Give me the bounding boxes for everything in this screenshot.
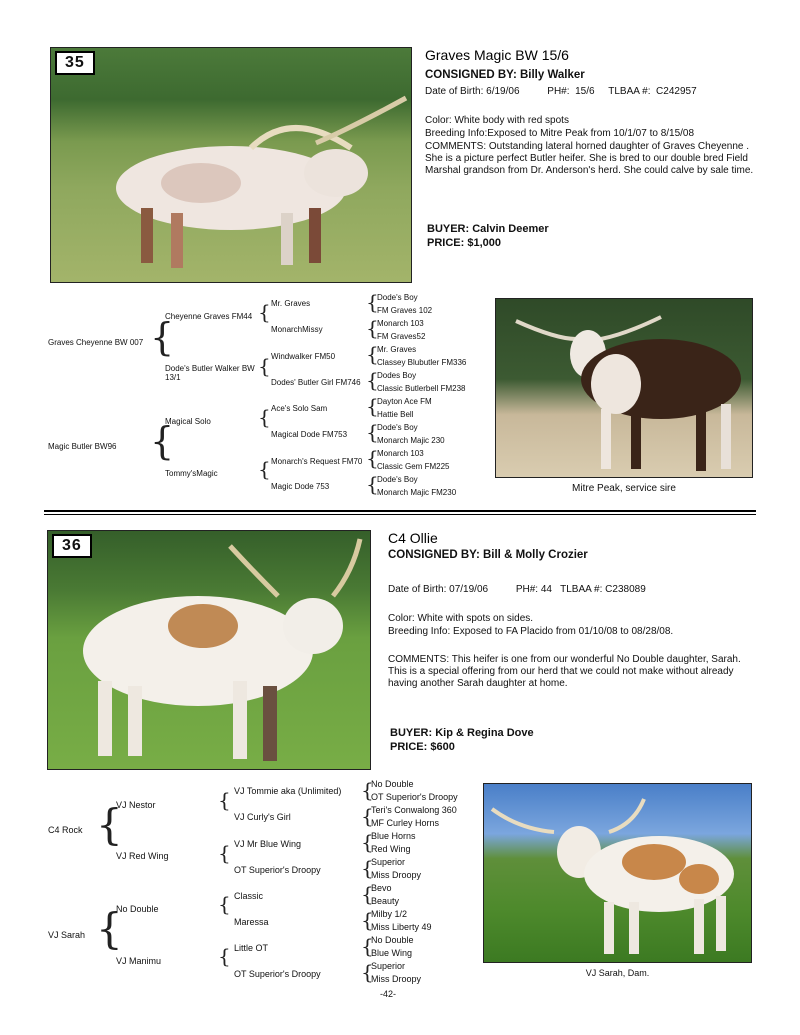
lot35-sire-photo: [495, 298, 753, 478]
lot36-buyer: BUYER: Kip & Regina Dove: [390, 727, 534, 739]
lot35-ped-g4: FM Graves 102: [377, 306, 433, 315]
lot36-ped-g3: OT Superior's Droopy: [234, 969, 321, 979]
brace: {: [366, 446, 379, 470]
lot35-title: Graves Magic BW 15/6: [425, 47, 569, 63]
lot35-cow-photo: [50, 47, 412, 283]
lot35-ped-g3: MonarchMissy: [271, 325, 323, 334]
lot36-ped-g4: Milby 1/2: [371, 909, 408, 919]
lot36-ped-g3: VJ Curly's Girl: [234, 812, 291, 822]
lot36-ped-g2: VJ Red Wing: [116, 851, 169, 861]
brace: {: [258, 354, 271, 378]
lot36-breeding: Breeding Info: Exposed to FA Placido from 01/10/08 to 08/28/08.: [388, 626, 674, 637]
lot35-ped-g4: Monarch 103: [377, 449, 424, 458]
brace: {: [366, 316, 379, 340]
brace: {: [361, 778, 374, 802]
lot35-color: Color: White body with red spots: [425, 115, 569, 126]
brace: {: [366, 342, 379, 366]
brace: {: [366, 472, 379, 496]
lot35-ped-g2: Dode's Butler Walker BW 13/1: [165, 364, 255, 382]
lot35-ped-g3: Dodes' Butler Girl FM746: [271, 378, 361, 387]
lot36-color: Color: White with spots on sides.: [388, 613, 534, 624]
lot36-ped-dam: VJ Sarah: [48, 930, 86, 940]
brace: {: [361, 882, 374, 906]
lot36-ped-g4: Teri's Conwalong 360: [371, 805, 457, 815]
brace: {: [366, 420, 379, 444]
section-divider: [44, 510, 756, 512]
lot35-ped-g3: Windwalker FM50: [271, 352, 336, 361]
section-divider: [44, 514, 756, 515]
lot36-price: PRICE: $600: [390, 741, 455, 753]
brace: {: [361, 856, 374, 880]
lot36-ped-g4: No Double: [371, 779, 414, 789]
lot35-ped-g4: Monarch 103: [377, 319, 424, 328]
dam-illustration: [484, 784, 752, 963]
lot36-ped-g3: OT Superior's Droopy: [234, 865, 321, 875]
lot36-ped-g4: MF Curley Horns: [371, 818, 440, 828]
lot36-ped-g4: Superior: [371, 961, 406, 971]
lot35-ped-g4: Hattie Bell: [377, 410, 414, 419]
lot36-ped-g4: Blue Horns: [371, 831, 416, 841]
lot35-ped-g4: Monarch Majic 230: [377, 436, 445, 445]
lot35-dob-line: Date of Birth: 6/19/06 PH#: 15/6 TLBAA #: C242957: [425, 86, 697, 97]
lot36-ped-sire: C4 Rock: [48, 825, 83, 835]
lot35-ped-g4: Classic Butlerbell FM238: [377, 384, 466, 393]
lot36-ped-g4: Blue Wing: [371, 948, 413, 958]
brace: {: [366, 290, 379, 314]
lot35-price: PRICE: $1,000: [427, 237, 501, 249]
brace: {: [361, 804, 374, 828]
lot36-ped-g4: Miss Liberty 49: [371, 922, 432, 932]
lot35-ped-g2: Tommy'sMagic: [165, 469, 218, 478]
lot35-ped-g3: Magic Dode 753: [271, 482, 330, 491]
lot36-ped-g3: VJ Tommie aka (Unlimited): [234, 786, 342, 796]
lot35-ped-sire: Graves Cheyenne BW 007: [48, 338, 144, 347]
lot35-ped-g3: Magical Dode FM753: [271, 430, 348, 439]
lot36-title: C4 Ollie: [388, 530, 438, 546]
lot35-number: 35: [55, 51, 95, 75]
brace: {: [218, 788, 231, 812]
brace: {: [218, 841, 231, 865]
lot35-ped-g4: Dodes Boy: [377, 371, 417, 380]
lot36-ped-g3: Classic: [234, 891, 264, 901]
sire-illustration: [496, 299, 753, 478]
lot36-ped-g4: No Double: [371, 935, 414, 945]
lot35-consigned: CONSIGNED BY: Billy Walker: [425, 69, 585, 81]
brace: {: [218, 944, 231, 968]
brace: {: [258, 405, 271, 429]
brace: {: [366, 394, 379, 418]
lot36-dam-photo: [483, 783, 752, 963]
lot36-ped-g3: Maressa: [234, 917, 269, 927]
lot36-ped-g4: Beauty: [371, 896, 400, 906]
lot35-ped-g4: Mr. Graves: [377, 345, 417, 354]
brace: {: [218, 892, 231, 916]
lot35-ped-g4: Dayton Ace FM: [377, 397, 432, 406]
lot36-ped-g2: No Double: [116, 904, 159, 914]
lot35-ped-g2: Cheyenne Graves FM44: [165, 312, 253, 321]
page-number: -42-: [380, 989, 397, 999]
lot35-ped-g4: Monarch Majic FM230: [377, 488, 457, 497]
lot36-ped-g2: VJ Manimu: [116, 956, 162, 966]
lot35-ped-g3: Mr. Graves: [271, 299, 311, 308]
lot36-ped-g3: Little OT: [234, 943, 269, 953]
lot36-ped-g4: OT Superior's Droopy: [371, 792, 458, 802]
lot36-ped-g2: VJ Nestor: [116, 800, 156, 810]
lot35-comments: COMMENTS: Outstanding lateral horned daughter of Graves Cheyenne . She is a picture perfect Butler heifer. She is bred to our double bred Field Marshal grandson from Dr. Anderson's herd. She could calve by sale time.: [425, 141, 754, 176]
lot36-caption: VJ Sarah, Dam.: [585, 968, 650, 978]
brace: {: [96, 800, 123, 849]
lot36-ped-g4: Miss Droopy: [371, 974, 422, 984]
cow-illustration: [51, 48, 412, 283]
lot36-ped-g4: Superior: [371, 857, 406, 867]
brace: {: [150, 315, 175, 359]
lot36-comments: COMMENTS: This heifer is one from our wonderful No Double daughter, Sarah. This is a special offering from our herd that we could not make without already having another Sarah daughter at home.: [388, 654, 741, 689]
lot36-dob-line: Date of Birth: 07/19/06 PH#: 44 TLBAA #: C238089: [388, 584, 646, 595]
lot35-ped-g4: Classey Blubutler FM336: [377, 358, 467, 367]
lot35-ped-g4: Classic Gem FM225: [377, 462, 450, 471]
lot36-cow-photo: [47, 530, 371, 770]
lot35-ped-dam: Magic Butler BW96: [48, 442, 117, 451]
lot35-ped-g3: Monarch's Request FM70: [271, 457, 363, 466]
lot36-ped-g4: Red Wing: [371, 844, 411, 854]
lot35-ped-g3: Ace's Solo Sam: [271, 404, 328, 413]
lot35-ped-g2: Magical Solo: [165, 417, 211, 426]
lot35-ped-g4: Dode's Boy: [377, 293, 418, 302]
brace: {: [361, 908, 374, 932]
lot36-ped-g3: VJ Mr Blue Wing: [234, 839, 302, 849]
brace: {: [258, 300, 271, 324]
lot35-ped-g4: Dode's Boy: [377, 423, 418, 432]
brace: {: [361, 830, 374, 854]
lot35-caption: Mitre Peak, service sire: [572, 483, 676, 494]
lot35-ped-g4: FM Graves52: [377, 332, 426, 341]
lot35-ped-g4: Dode's Boy: [377, 475, 418, 484]
brace: {: [96, 904, 123, 953]
lot36-consigned: CONSIGNED BY: Bill & Molly Crozier: [388, 549, 588, 561]
brace: {: [150, 419, 175, 463]
lot36-ped-g4: Bevo: [371, 883, 392, 893]
brace: {: [258, 457, 271, 481]
lot35-buyer: BUYER: Calvin Deemer: [427, 223, 549, 235]
brace: {: [366, 368, 379, 392]
lot36-ped-g4: Miss Droopy: [371, 870, 422, 880]
lot35-breeding: Breeding Info:Exposed to Mitre Peak from 10/1/07 to 8/15/08: [425, 128, 695, 139]
brace: {: [361, 934, 374, 958]
cow-illustration: [48, 531, 371, 770]
brace: {: [361, 960, 374, 984]
lot36-number: 36: [52, 534, 92, 558]
